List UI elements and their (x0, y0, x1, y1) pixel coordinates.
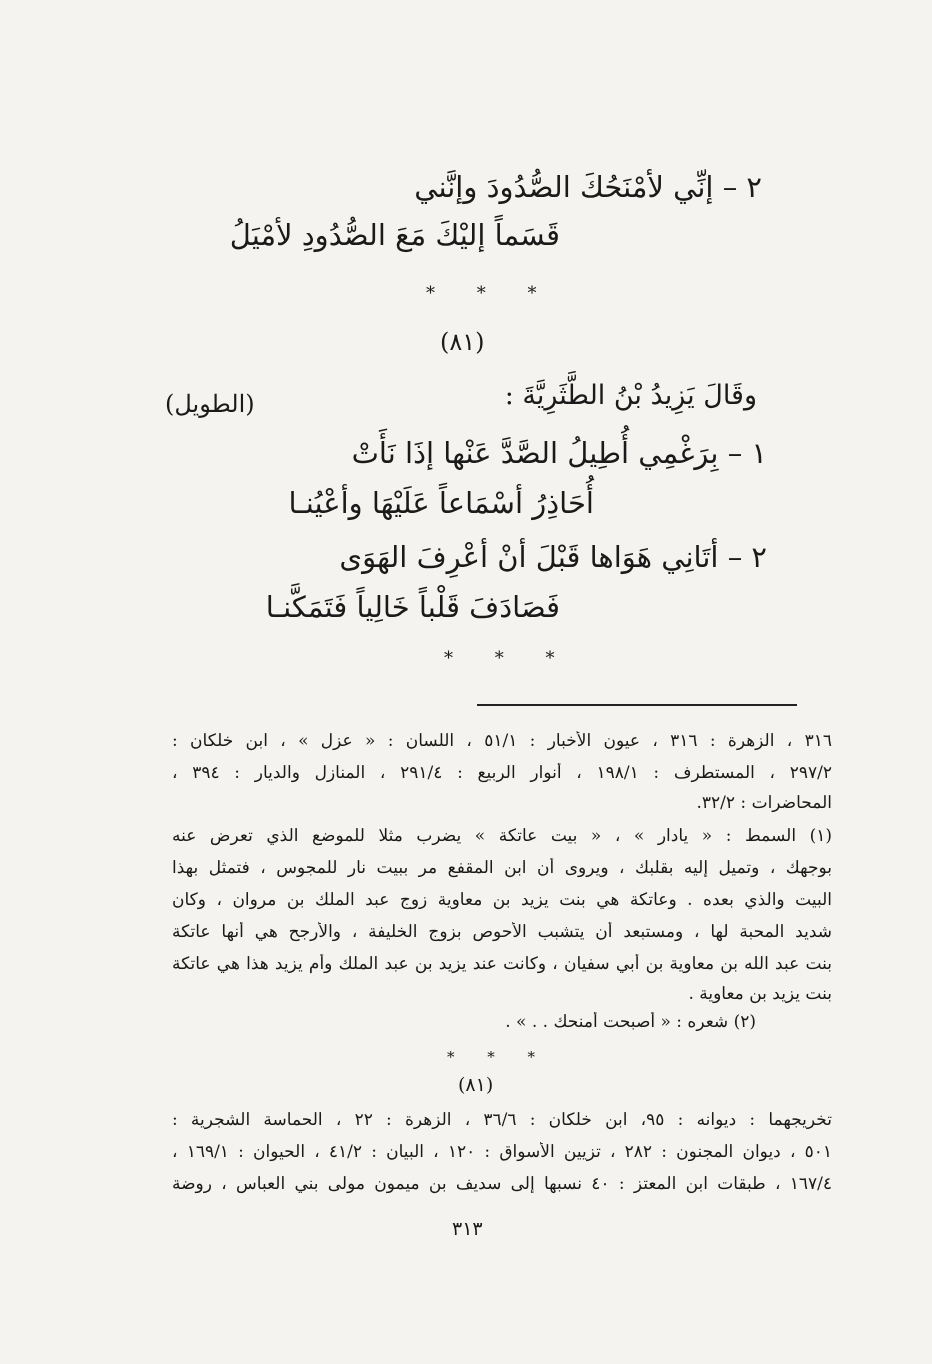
footnote-line: المحاضرات : ٣٢/٢. (696, 793, 832, 813)
takhrij-line: ٥٠١ ، ديوان المجنون : ٢٨٢ ، تزيين الأسواق : ١٢٠ ، البيان : ٤١/٢ ، الحيوان : ١٦٩/١ ، (172, 1142, 832, 1162)
poem-81-verse-2-first-hemistich: ٢ – أتَانِي هَوَاها قَبْلَ أنْ أعْرِفَ الهَوَى (339, 540, 767, 574)
footnote-divider (477, 704, 797, 706)
footnote-line: (١) السمط : « يادار » ، « بيت عاتكة » يضرب مثلا للموضع الذي تعرض عنه (172, 826, 832, 846)
footnote-line: بنت عبد الله بن معاوية بن أبي سفيان ، وكانت عند يزيد بن عبد الملك وأم يزيد هذا هي عاتكة (172, 954, 832, 974)
footnote-line: البيت والذي بعده . وعاتكة هي بنت يزيد بن معاوية زوج عبد الملك بن مروان ، وكان (172, 890, 832, 910)
footnote-line: بنت يزيد بن معاوية . (688, 984, 832, 1004)
poem-81-intro: وقَالَ يَزِيدُ بْنُ الطَّثَرِيَّةَ : (504, 380, 757, 411)
poem-81-verse-1-second-hemistich: أُحَاذِرُ أسْمَاعاً عَلَيْهَا وأعْيُنـا (288, 486, 594, 520)
footnote-line: بوجهك ، وتميل إليه بقلبك ، ويروى أن ابن المقفع مر ببيت نار للمجوس ، فتمثل بهذا (172, 858, 832, 878)
poem-81-verse-2-second-hemistich: فَصَادَفَ قَلْباً خَالِياً فَتَمَكَّنـا (265, 590, 560, 624)
poem-81-number: (٨١) (440, 328, 485, 356)
footnote-separator: * * * (447, 1048, 550, 1066)
section-separator: * * * (426, 283, 555, 304)
poem-80-verse-2-second-hemistich: قَسَماً إليْكَ مَعَ الصُّدُودِ لأمْيَلُ (229, 218, 560, 252)
page-number: ٣١٣ (452, 1218, 483, 1240)
takhrij-line: تخريجهما : ديوانه : ٩٥، ابن خلكان : ٣٦/٦ ، الزهرة : ٢٢ ، الحماسة الشجرية : (172, 1110, 832, 1130)
poem-81-verse-1-first-hemistich: ١ – بِرَغْمِي أُطِيلُ الصَّدَّ عَنْها إذَا نَأَتْ (351, 436, 767, 470)
footnote-line: شديد المحبة لها ، ومستبعد أن يتشبب الأحوص بزوج الخليفة ، والأرجح هي أنها عاتكة (172, 922, 832, 942)
takhrij-line: ١٦٧/٤ ، طبقات ابن المعتز : ٤٠ نسبها إلى سديف بن ميمون مولى بني العباس ، روضة (172, 1174, 832, 1194)
footnote-line: (٢) شعره : « أصبحت أمنحك . . » . (505, 1012, 756, 1032)
footnote-line: ٣١٦ ، الزهرة : ٣١٦ ، عيون الأخبار : ٥١/١ ، اللسان : « عزل » ، ابن خلكان : (172, 731, 832, 751)
footnote-poem-number: (٨١) (458, 1074, 494, 1096)
footnote-line: ٢٩٧/٢ ، المستطرف : ١٩٨/١ ، أنوار الربيع : ٢٩١/٤ ، المنازل والديار : ٣٩٤ ، (172, 763, 832, 783)
section-separator: * * * (444, 648, 573, 669)
poem-80-verse-2-first-hemistich: ٢ – إنِّي لأمْنَحُكَ الصُّدُودَ وإنَّني (414, 170, 762, 204)
poem-81-meter: (الطويل) (165, 390, 255, 418)
